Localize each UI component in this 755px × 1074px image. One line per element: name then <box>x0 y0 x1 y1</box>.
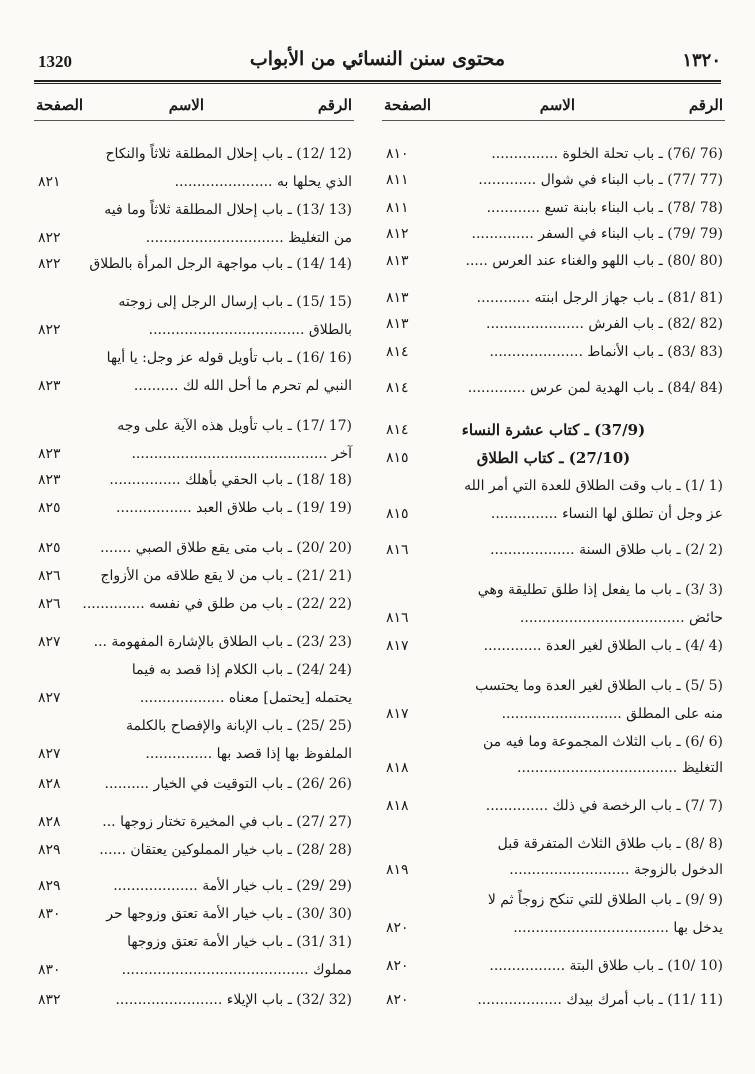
entry-title: (4 /4) ـ باب الطلاق لغير العدة ............. <box>483 638 723 654</box>
entry-title: (21 /21) ـ باب من لا يقع طلاقه من الأزواج <box>100 568 352 584</box>
entry-title: (37/9) ـ كتاب عشرة النساء <box>461 421 646 439</box>
entry-title: (13 /13) ـ باب إحلال المطلقة ثلاثاً وما فيه <box>104 202 352 218</box>
entry-page-number: ٨١٩ <box>386 862 409 878</box>
entry-page-number: ٨١٦ <box>386 542 409 558</box>
entry-title: (30 /30) ـ باب خيار الأمة تعتق وزوجها حر <box>106 906 352 922</box>
entry-title: (78 /78) ـ باب البناء بابنة تسع ............ <box>486 200 723 216</box>
header-rule-thin <box>34 83 721 84</box>
entry-title: (14 /14) ـ باب مواجهة الرجل المرأة بالطلاق <box>89 256 352 272</box>
entry-title: (12 /12) ـ باب إحلال المطلقة ثلاثاً والنكاح <box>105 146 352 162</box>
entry-title: (2 /2) ـ باب طلاق السنة ................... <box>490 542 723 558</box>
entry-title: (3 /3) ـ باب ما يفعل إذا طلق تطليقة وهي <box>477 582 723 598</box>
entry-title: (28 /28) ـ باب خيار المملوكين يعتقان ...... <box>99 842 352 858</box>
entry-title: (22 /22) ـ باب من طلق في نفسه .............. <box>82 596 352 612</box>
entry-title: يحتمله [يحتمل] معناه ................... <box>139 690 352 706</box>
page-title: محتوى سنن النسائي من الأبواب <box>249 48 506 70</box>
entry-title: (6 /6) ـ باب الثلاث المجموعة وما فيه من <box>482 734 723 750</box>
entry-page-number: ٨١٤ <box>386 422 409 438</box>
entry-page-number: ٨٢٣ <box>38 472 61 488</box>
page-number-right: ١٣٢٠ <box>682 50 721 71</box>
entry-page-number: ٨٢٢ <box>38 256 61 272</box>
entry-title: (11 /11) ـ باب أمرك بيدك ................... <box>477 992 723 1008</box>
entry-title: (79 /79) ـ باب البناء في السفر .............. <box>471 226 723 242</box>
header-page: الصفحة <box>36 96 84 114</box>
entry-title: (1 /1) ـ باب وقت الطلاق للعدة التي أمر الله <box>464 478 723 494</box>
header-number: الرقم <box>688 96 723 114</box>
entry-page-number: ٨١٨ <box>386 798 409 814</box>
entry-title: (27/10) ـ كتاب الطلاق <box>476 449 631 467</box>
page-number-left: 1320 <box>38 52 72 71</box>
entry-page-number: ٨١١ <box>386 172 409 188</box>
entry-title: (84 /84) ـ باب الهدية لمن عرس ............. <box>467 380 723 396</box>
right-column <box>382 86 725 1008</box>
entry-title: (7 /7) ـ باب الرخصة في ذلك .............. <box>485 798 723 814</box>
entry-page-number: ٨٢٢ <box>38 322 61 338</box>
entry-page-number: ٨٢٨ <box>38 814 61 830</box>
entry-page-number: ٨٣٠ <box>38 906 61 922</box>
entry-title: (24 /24) ـ باب الكلام إذا قصد به فيما <box>131 662 352 678</box>
entry-page-number: ٨٢٨ <box>38 776 61 792</box>
entry-page-number: ٨٢٩ <box>38 842 61 858</box>
entry-title: (10 /10) ـ باب طلاق البتة ................. <box>489 958 723 974</box>
entry-title: (26 /26) ـ باب التوقيت في الخيار .......... <box>104 776 352 792</box>
entry-title: عز وجل أن تطلق لها النساء ............... <box>490 506 723 522</box>
entry-page-number: ٨١٧ <box>386 706 409 722</box>
entry-page-number: ٨١٠ <box>386 146 409 162</box>
entry-page-number: ٨١٦ <box>386 610 409 626</box>
entry-title: (18 /18) ـ باب الحقي بأهلك ................ <box>109 472 352 488</box>
entry-page-number: ٨٢٧ <box>38 746 61 762</box>
entry-page-number: ٨١٣ <box>386 253 409 269</box>
entry-title: (77 /77) ـ باب البناء في شوال ............. <box>478 172 723 188</box>
entry-page-number: ٨١٣ <box>386 290 409 306</box>
left-column <box>34 86 354 1008</box>
entry-page-number: ٨٢٦ <box>38 568 61 584</box>
entry-page-number: ٨٢٥ <box>38 540 61 556</box>
entry-page-number: ٨٢٠ <box>386 992 409 1008</box>
entry-title: مملوك .......................................... <box>121 962 352 978</box>
entry-title: (27 /27) ـ باب في المخيرة تختار زوجها ... <box>102 814 352 830</box>
entry-title: (81 /81) ـ باب جهاز الرجل ابنته ............ <box>476 290 723 306</box>
entry-title: (23 /23) ـ باب الطلاق بالإشارة المفهومة ... <box>93 634 352 650</box>
entry-page-number: ٨١٣ <box>386 316 409 332</box>
entry-page-number: ٨١٥ <box>386 506 409 522</box>
left-column-header <box>34 86 354 121</box>
entry-title: (16 /16) ـ باب تأويل قوله عز وجل: يا أيها <box>106 350 352 366</box>
entry-page-number: ٨٣٠ <box>38 962 61 978</box>
entry-title: آخر ............................................ <box>131 446 352 462</box>
entry-title: منه على المطلق ........................... <box>501 706 723 722</box>
entry-page-number: ٨٢٠ <box>386 958 409 974</box>
entry-page-number: ٨٣٢ <box>38 992 61 1008</box>
entry-page-number: ٨١٢ <box>386 226 409 242</box>
entry-title: (9 /9) ـ باب الطلاق للتي تنكح زوجاً ثم لا <box>487 892 723 908</box>
entry-title: (83 /83) ـ باب الأنماط ..................... <box>489 344 723 360</box>
entry-title: (8 /8) ـ باب طلاق الثلاث المتفرقة قبل <box>497 836 723 852</box>
entry-title: (15 /15) ـ باب إرسال الرجل إلى زوجته <box>118 294 352 310</box>
entry-title: (32 /32) ـ باب الإيلاء ........................ <box>115 992 352 1008</box>
entry-page-number: ٨٢٣ <box>38 446 61 462</box>
entry-title: من التغليظ ............................... <box>145 230 352 246</box>
entry-page-number: ٨١٧ <box>386 638 409 654</box>
entry-page-number: ٨١٤ <box>386 344 409 360</box>
entry-title: (29 /29) ـ باب خيار الأمة ................... <box>113 878 352 894</box>
entry-page-number: ٨١٥ <box>386 450 409 466</box>
entry-page-number: ٨١٤ <box>386 380 409 396</box>
entry-page-number: ٨٢٧ <box>38 690 61 706</box>
entry-page-number: ٨٢٦ <box>38 596 61 612</box>
entry-page-number: ٨١١ <box>386 200 409 216</box>
header-page: الصفحة <box>384 96 432 114</box>
entry-page-number: ٨٢٥ <box>38 500 61 516</box>
entry-title: حائض ..................................... <box>519 610 723 626</box>
entry-title: (80 /80) ـ باب اللهو والغناء عند العرس ..... <box>465 253 723 269</box>
entry-page-number: ٨٢١ <box>38 174 61 190</box>
entry-title: الدخول بالزوجة ........................... <box>509 862 723 878</box>
header-name: الاسم <box>168 96 204 114</box>
entry-page-number: ٨٢٣ <box>38 378 61 394</box>
entry-title: يدخل بها ................................... <box>513 920 723 936</box>
header-rule <box>34 80 721 82</box>
entry-title: (20 /20) ـ باب متى يقع طلاق الصبي ....... <box>100 540 352 556</box>
header-number: الرقم <box>317 96 352 114</box>
entry-title: (25 /25) ـ باب الإبانة والإفصاح بالكلمة <box>125 718 352 734</box>
entry-page-number: ٨٢٧ <box>38 634 61 650</box>
entry-title: (19 /19) ـ باب طلاق العبد ................. <box>116 500 352 516</box>
entry-title: (82 /82) ـ باب الفرش ...................... <box>486 316 723 332</box>
entry-title: (17 /17) ـ باب تأويل هذه الآية على وجه <box>117 418 352 434</box>
entry-page-number: ٨٢٢ <box>38 230 61 246</box>
entry-page-number: ٨٢٩ <box>38 878 61 894</box>
entry-page-number: ٨١٨ <box>386 760 409 776</box>
entry-title: الذي يحلها به ...................... <box>174 174 352 190</box>
entry-title: الملفوظ بها إذا قصد بها ............... <box>145 746 352 762</box>
entry-title: بالطلاق ................................... <box>148 322 352 338</box>
header-name: الاسم <box>539 96 575 114</box>
entry-title: التغليظ .................................... <box>517 760 723 776</box>
entry-title: النبي لم تحرم ما أحل الله لك .......... <box>133 378 352 394</box>
entry-title: (5 /5) ـ باب الطلاق لغير العدة وما يحتسب <box>475 678 723 694</box>
right-column-header <box>382 86 725 121</box>
entry-title: (31 /31) ـ باب خيار الأمة تعتق وزوجها <box>127 934 352 950</box>
entry-title: (76 /76) ـ باب تحلة الخلوة ............... <box>491 146 723 162</box>
entry-page-number: ٨٢٠ <box>386 920 409 936</box>
